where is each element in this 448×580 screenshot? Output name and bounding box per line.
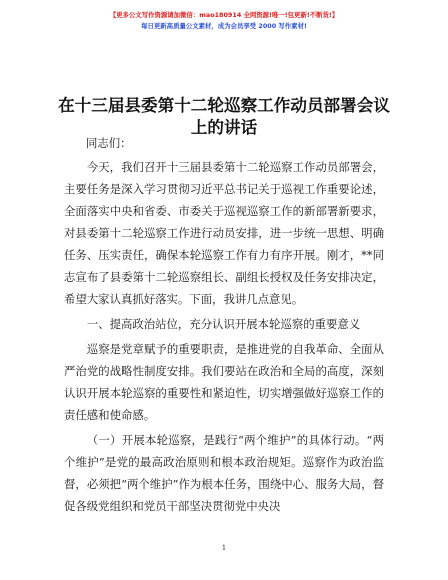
section-heading-1: 一、提高政治站位，充分认识开展本轮巡察的重要意义 [86,317,361,331]
subsection-1-paragraph: （一）开展本轮巡察，是践行“两个维护”的具体行动。“两个维护”是党的最高政治原则和根本政治规矩。巡察作为政治监督，必须把“两个维护”作为根本任务，围绕中心、服务大局，督促各级党组织和党员干部坚决贯彻党中央决 [64,433,384,513]
promo-banner [0,10,448,32]
page-number: 1 [221,544,227,552]
section-1-paragraph: 巡察是党章赋予的重要职责，是推进党的自我革命、全面从严治党的战略性制度安排。我们要站在政治和全局的高度，深刻认识开展本轮巡察的重要性和紧迫性，切实增强做好巡察工作的责任感和使命感。 [64,342,384,422]
salutation: 同志们： [86,136,132,150]
opening-paragraph: 今天，我们召开十三届县委第十二轮巡察工作动员部署会，主要任务是深入学习贯彻习近平总书记关于巡视工作重要论述，全面落实中央和省委、市委关于巡视巡察工作的新部署新要求，对县委第十二轮巡察工作进行动员安排，进一步统一思想、明确任务、压实责任，确保本轮巡察工作有力有序开展。刚才，**同志宣布了县委第十二轮巡察组长、副组长授权及任务安排决定，希望大家认真抓好落实。下面，我讲几点意见。 [64,160,384,306]
promo-banner-line-2: 每日更新高质量公文素材，成为会员享受 2000 写作素材! [141,22,307,30]
document-title: 在十三届县委第十二轮巡察工作动员部署会议上的讲话 [58,95,390,137]
promo-banner-line-1: 【更多公文写作资源请加微信：mao180914 全网资源!唯一!包更新!不断货!】 [109,11,339,19]
document-body [64,132,384,517]
